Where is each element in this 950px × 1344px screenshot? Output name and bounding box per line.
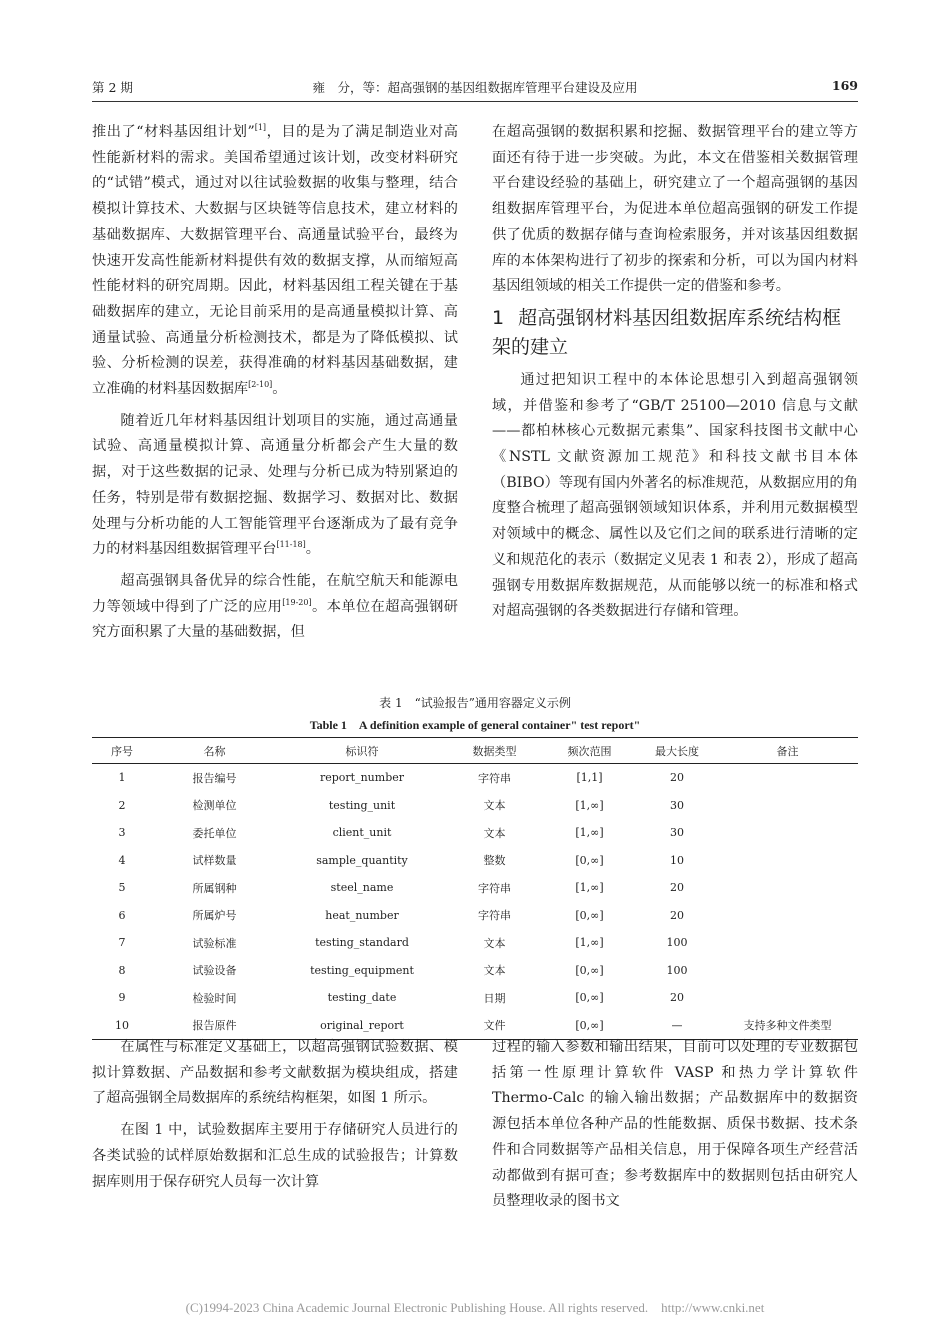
paragraph: 通过把知识工程中的本体论思想引入到超高强钢领域，并借鉴和参考了“GB/T 25100—2010 信息与文献——都柏林核心元数据元素集”、国家科技图书文献中心《NSTL 文献资源加工规范》和科技文献书目本体（BIBO）等现有国内外著名的标准规范，从数据应用的角度整合梳理了超高强钢领域知识体系，并利用元数据模型对领域中的概念、属性以及它们之间的联系进行清晰的定义和规范化的表示（数据定义见表 1 和表 2），形成了超高强钢专用数据库数据规范，从而能够以统一的标准和格式对超高强钢的各类数据进行存储和管理。 (492, 371, 858, 620)
table-cell: [0,∞] (575, 908, 604, 922)
table-cell: 30 (670, 826, 684, 840)
copyright-footer: (C)1994-2023 China Academic Journal Electronic Publishing House. All rights reserved. http://www.cnki.net (185, 1300, 765, 1315)
table-cell: 文件 (447, 1012, 542, 1040)
text: 随着近几年材料基因组计划项目的实施，通过高通量试验、高通量模拟计算、高通量分析都会产生大量的数据，对于这些数据的记录、处理与分析已成为特别紧迫的任务，特别是带有数据挖掘、数据学习、数据对比、数据处理与分析功能的人工智能管理平台逐渐成为了最有竞争力的材料基因组数据管理平台 (92, 412, 458, 558)
header-cell: 备注 (717, 738, 858, 764)
table-cell: testing_date (327, 991, 397, 1005)
table-cell: [1,∞] (575, 881, 604, 895)
table-cell: [0,∞] (575, 853, 604, 867)
table-cell: 8 (118, 963, 126, 977)
table-cell: 检验时间 (192, 991, 237, 1005)
text: 推出了“材料基因组计划” (92, 124, 255, 140)
table-cell: 日期 (483, 991, 506, 1005)
table-row (92, 819, 858, 847)
table-cell: 报告编号 (192, 771, 237, 785)
table-row (92, 902, 858, 930)
table-cell: 20 (670, 908, 684, 922)
paragraph: 过程的输入参数和输出结果，目前可以处理的专业数据包括第一性原理计算软件 VASP 和热力学计算软件 Thermo-Calc 的输入输出数据；产品数据库中的数据资源包括本单位各种产品的性能数据、质保书数据、技术条件和合同数据等产品相关信息，用于保障各项生产经营活动都做到有据可查；参考数据库中的数据则包括由研究人员整理收录的图书文 (492, 1039, 858, 1210)
header-cell: 频次范围 (542, 738, 637, 764)
definition-table (92, 737, 858, 1040)
right-column-bottom (492, 1035, 858, 1215)
table-cell: heat_number (325, 908, 399, 922)
table-cell: 委托单位 (192, 826, 237, 840)
table-cell: 6 (118, 908, 126, 922)
table-cell (717, 764, 858, 792)
header-cell: 名称 (152, 738, 277, 764)
issue-label: 第 2 期 (92, 80, 133, 95)
table-cell: sample_quantity (316, 853, 408, 867)
table-cell: 20 (670, 881, 684, 895)
left-column-top (92, 120, 458, 646)
text: 。本单位在超高强钢研究方面积累了大量的基础数据，但 (92, 598, 458, 641)
table-cell: 10 (92, 1012, 152, 1040)
table-cell: 10 (670, 853, 684, 867)
citation[interactable]: [1] (254, 123, 267, 132)
table-cell: 文本 (483, 936, 506, 950)
table-cell: 文本 (483, 799, 506, 813)
table-cell: 文本 (483, 826, 506, 840)
table-cell: 文本 (483, 964, 506, 978)
table-cell: 支持多种文件类型 (717, 1012, 858, 1040)
table-cell: 报告原件 (152, 1012, 277, 1040)
table-cell: original_report (277, 1012, 447, 1040)
table-cell (717, 819, 858, 847)
table-cell: [0,∞] (575, 991, 604, 1005)
text: 。 (305, 541, 320, 558)
table-cell: 1 (118, 771, 126, 785)
header-cell: 标识符 (277, 738, 447, 764)
table-cell (717, 902, 858, 930)
table-cell: 试验标准 (192, 936, 237, 950)
table-cell: 字符串 (478, 881, 511, 895)
paragraph (92, 120, 458, 403)
table-cell: testing_standard (315, 936, 409, 950)
paragraph (92, 569, 458, 646)
table-cell (717, 874, 858, 902)
table-cell: [1,1] (576, 771, 603, 785)
table-row (92, 874, 858, 902)
table-row (92, 957, 858, 985)
table-cell: [1,∞] (575, 798, 604, 812)
paragraph (92, 409, 458, 563)
table-cell: 整数 (483, 854, 506, 868)
table-cell: testing_unit (328, 798, 396, 812)
section-number: 1 (492, 306, 505, 329)
table-cell: 100 (666, 936, 688, 950)
table-cell: 所属钢种 (192, 881, 237, 895)
citation[interactable]: [2-10] (248, 380, 273, 390)
table-cell (717, 792, 858, 820)
table-cell: 20 (670, 771, 684, 785)
table-cell: client_unit (332, 826, 392, 840)
section-heading (492, 304, 858, 362)
table-cell: [1,∞] (575, 826, 604, 840)
header-cell: 数据类型 (447, 738, 542, 764)
table-cell: 20 (670, 991, 684, 1005)
header-rule (92, 101, 858, 102)
paragraph: 在图 1 中，试验数据库主要用于存储研究人员进行的各类试验的试样原始数据和汇总生成的试验报告；计算数据库则用于保存研究人员每一次计算 (92, 1122, 458, 1190)
running-header (92, 78, 858, 100)
header-cell: 最大长度 (637, 738, 717, 764)
table-cell: steel_name (330, 881, 394, 895)
right-column-top (492, 120, 858, 625)
section-title: 超高强钢材料基因组数据库系统结构框架的建立 (492, 306, 842, 358)
header-cell: 序号 (92, 738, 152, 764)
table-header-row (92, 738, 858, 764)
paragraph: 在属性与标准定义基础上，以超高强钢试验数据、模拟计算数据、产品数据和参考文献数据为模块组成，搭建了超高强钢全局数据库的系统结构框架，如图 1 所示。 (92, 1039, 458, 1107)
table-cell: — (637, 1012, 717, 1040)
table-cell: 30 (670, 798, 684, 812)
table-cell: 7 (118, 936, 126, 950)
table-cell (717, 929, 858, 957)
left-column-bottom (92, 1035, 458, 1195)
table-cell: 5 (118, 881, 126, 895)
table-cell: testing_equipment (310, 963, 414, 977)
table-cell: 3 (118, 826, 126, 840)
table-cell: 9 (118, 991, 126, 1005)
table-cell: 2 (118, 798, 126, 812)
table-cell: 100 (666, 963, 688, 977)
citation[interactable]: [19-20] (282, 597, 312, 607)
paragraph: 在超高强钢的数据积累和挖掘、数据管理平台的建立等方面还有待于进一步突破。为此，本文在借鉴相关数据管理平台建设经验的基础上，研究建立了一个超高强钢的基因组数据库管理平台，为促进本单位超高强钢的研发工作提供了优质的数据存储与查询检索服务，并对该基因组数据库的本体架构进行了初步的探索和分析，可以为国内材料基因组领域的相关工作提供一定的借鉴和参考。 (492, 124, 858, 295)
page-number: 169 (831, 78, 858, 93)
table-cell: 所属炉号 (192, 909, 237, 923)
table-row (92, 984, 858, 1012)
text: 超高强钢具备优异的综合性能，在航空航天和能源电力等领域中得到了广泛的应用 (92, 572, 458, 615)
table-cell: 4 (118, 853, 126, 867)
table-cell: [0,∞] (575, 963, 604, 977)
table-cell: 试验设备 (192, 964, 237, 978)
table-cell: [1,∞] (575, 936, 604, 950)
table-row (92, 792, 858, 820)
table-cell: report_number (319, 771, 405, 785)
table-cell: 试样数量 (192, 854, 237, 868)
table-cell (717, 847, 858, 875)
table-caption-cn: 表 1 “试验报告”通用容器定义示例 (379, 696, 571, 710)
table-cell (717, 984, 858, 1012)
table-cell: 字符串 (478, 771, 511, 785)
table-row (92, 847, 858, 875)
table-cell: 字符串 (478, 909, 511, 923)
table-cell: 检测单位 (192, 799, 237, 813)
citation[interactable]: [11-18] (276, 540, 306, 550)
table-cell (717, 957, 858, 985)
table-caption-en: Table 1 A definition example of general container" test report" (309, 718, 641, 732)
text: ，目的是为了满足制造业对高性能新材料的需求。美国希望通过该计划，改变材料研究的“试错”模式，通过对以往试验数据的收集与整理，结合模拟计算技术、大数据与区块链等信息技术，建立材料的基础数据库、大数据管理平台、高通量试验平台，最终为快速开发高性能新材料提供有效的数据支撑，从而缩短高性能材料的研究周期。因此，材料基因组工程关键在于基础数据库的建立，无论目前采用的是高通量模拟计算、高通量试验、高通量分析检测技术，都是为了降低模拟、试验、分析检测的误差，获得准确的材料基因基础数据，建立准确的材料基因数据库 (92, 124, 458, 398)
table-cell: [0,∞] (542, 1012, 637, 1040)
table-row (92, 929, 858, 957)
text: 。 (272, 381, 287, 398)
running-title: 雍 分，等：超高强钢的基因组数据库管理平台建设及应用 (312, 80, 638, 95)
table-row (92, 764, 858, 792)
